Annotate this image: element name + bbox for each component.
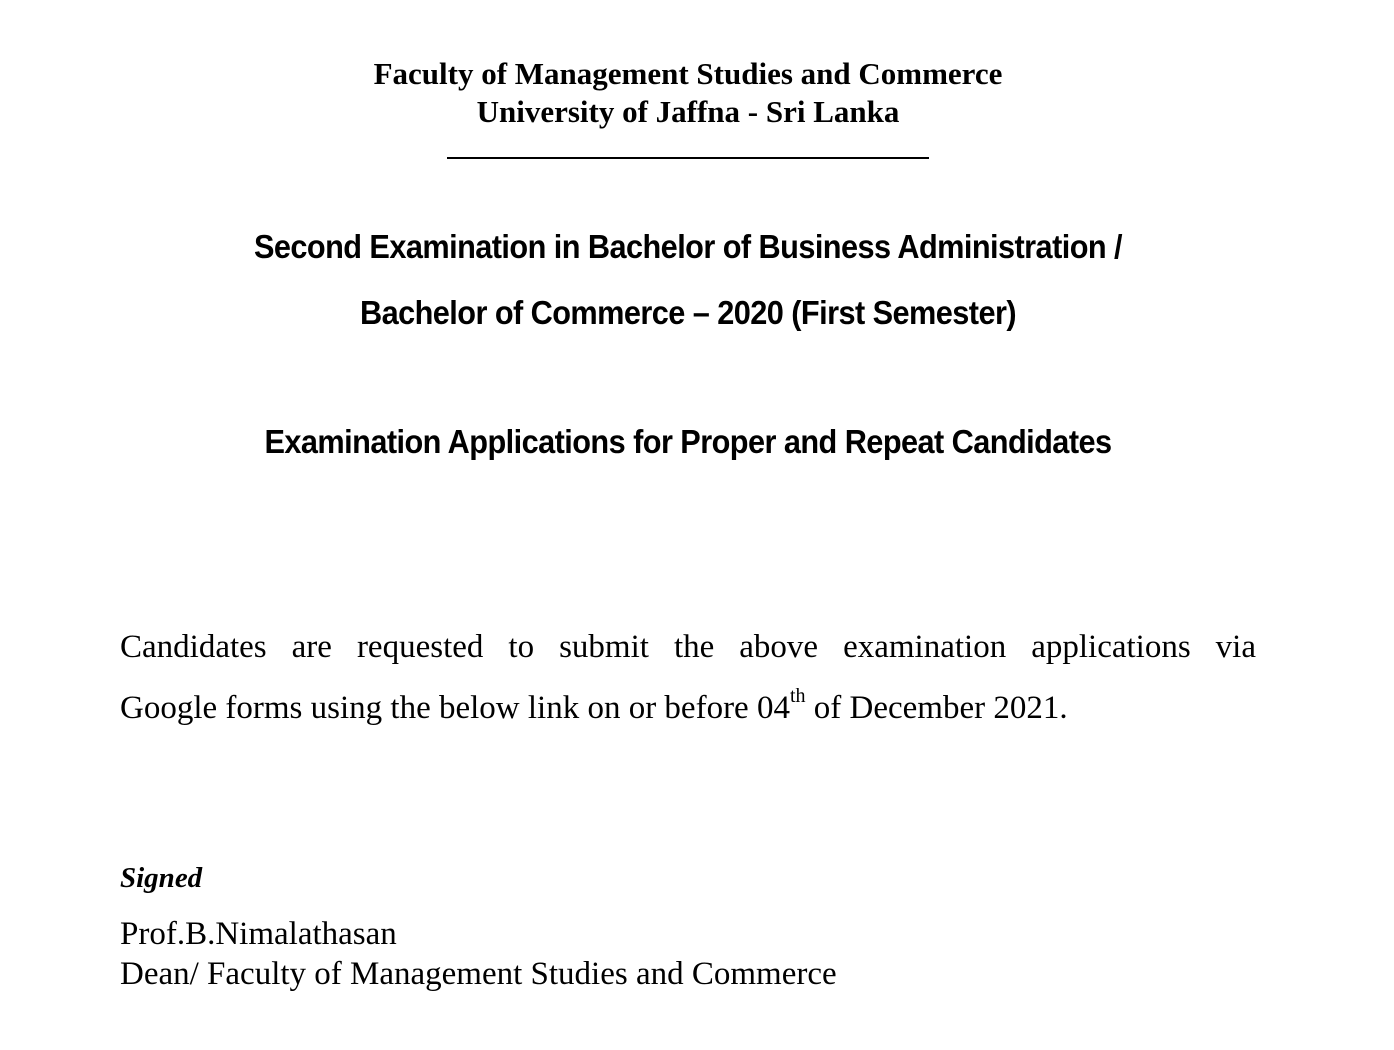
deadline-text-after: of December 2021. — [805, 690, 1068, 726]
header-divider — [447, 157, 929, 159]
ordinal-suffix: th — [789, 685, 806, 707]
letterhead — [0, 55, 1376, 131]
signatory-block — [120, 914, 837, 994]
university-name: University of Jaffna - Sri Lanka — [476, 94, 900, 129]
signatory-position: Dean/ Faculty of Management Studies and Commerce — [120, 956, 837, 992]
signatory-name: Prof.B.Nimalathasan — [120, 916, 397, 952]
signed-label: Signed — [120, 862, 203, 894]
notice-body-line-1: Candidates are requested to submit the above examination applications via — [120, 629, 1256, 665]
notice-body — [120, 617, 1256, 739]
exam-title-line-1: Second Examination in Bachelor of Business Administration / — [253, 228, 1123, 265]
faculty-name: Faculty of Management Studies and Commerce — [373, 56, 1003, 91]
deadline-text-before: Google forms using the below link on or before 04 — [120, 690, 790, 726]
notice-subtitle: Examination Applications for Proper and Repeat Candidates — [264, 423, 1112, 460]
notice-body-line-2 — [120, 678, 1256, 739]
exam-title-line-2: Bachelor of Commerce – 2020 (First Semester) — [359, 294, 1017, 331]
